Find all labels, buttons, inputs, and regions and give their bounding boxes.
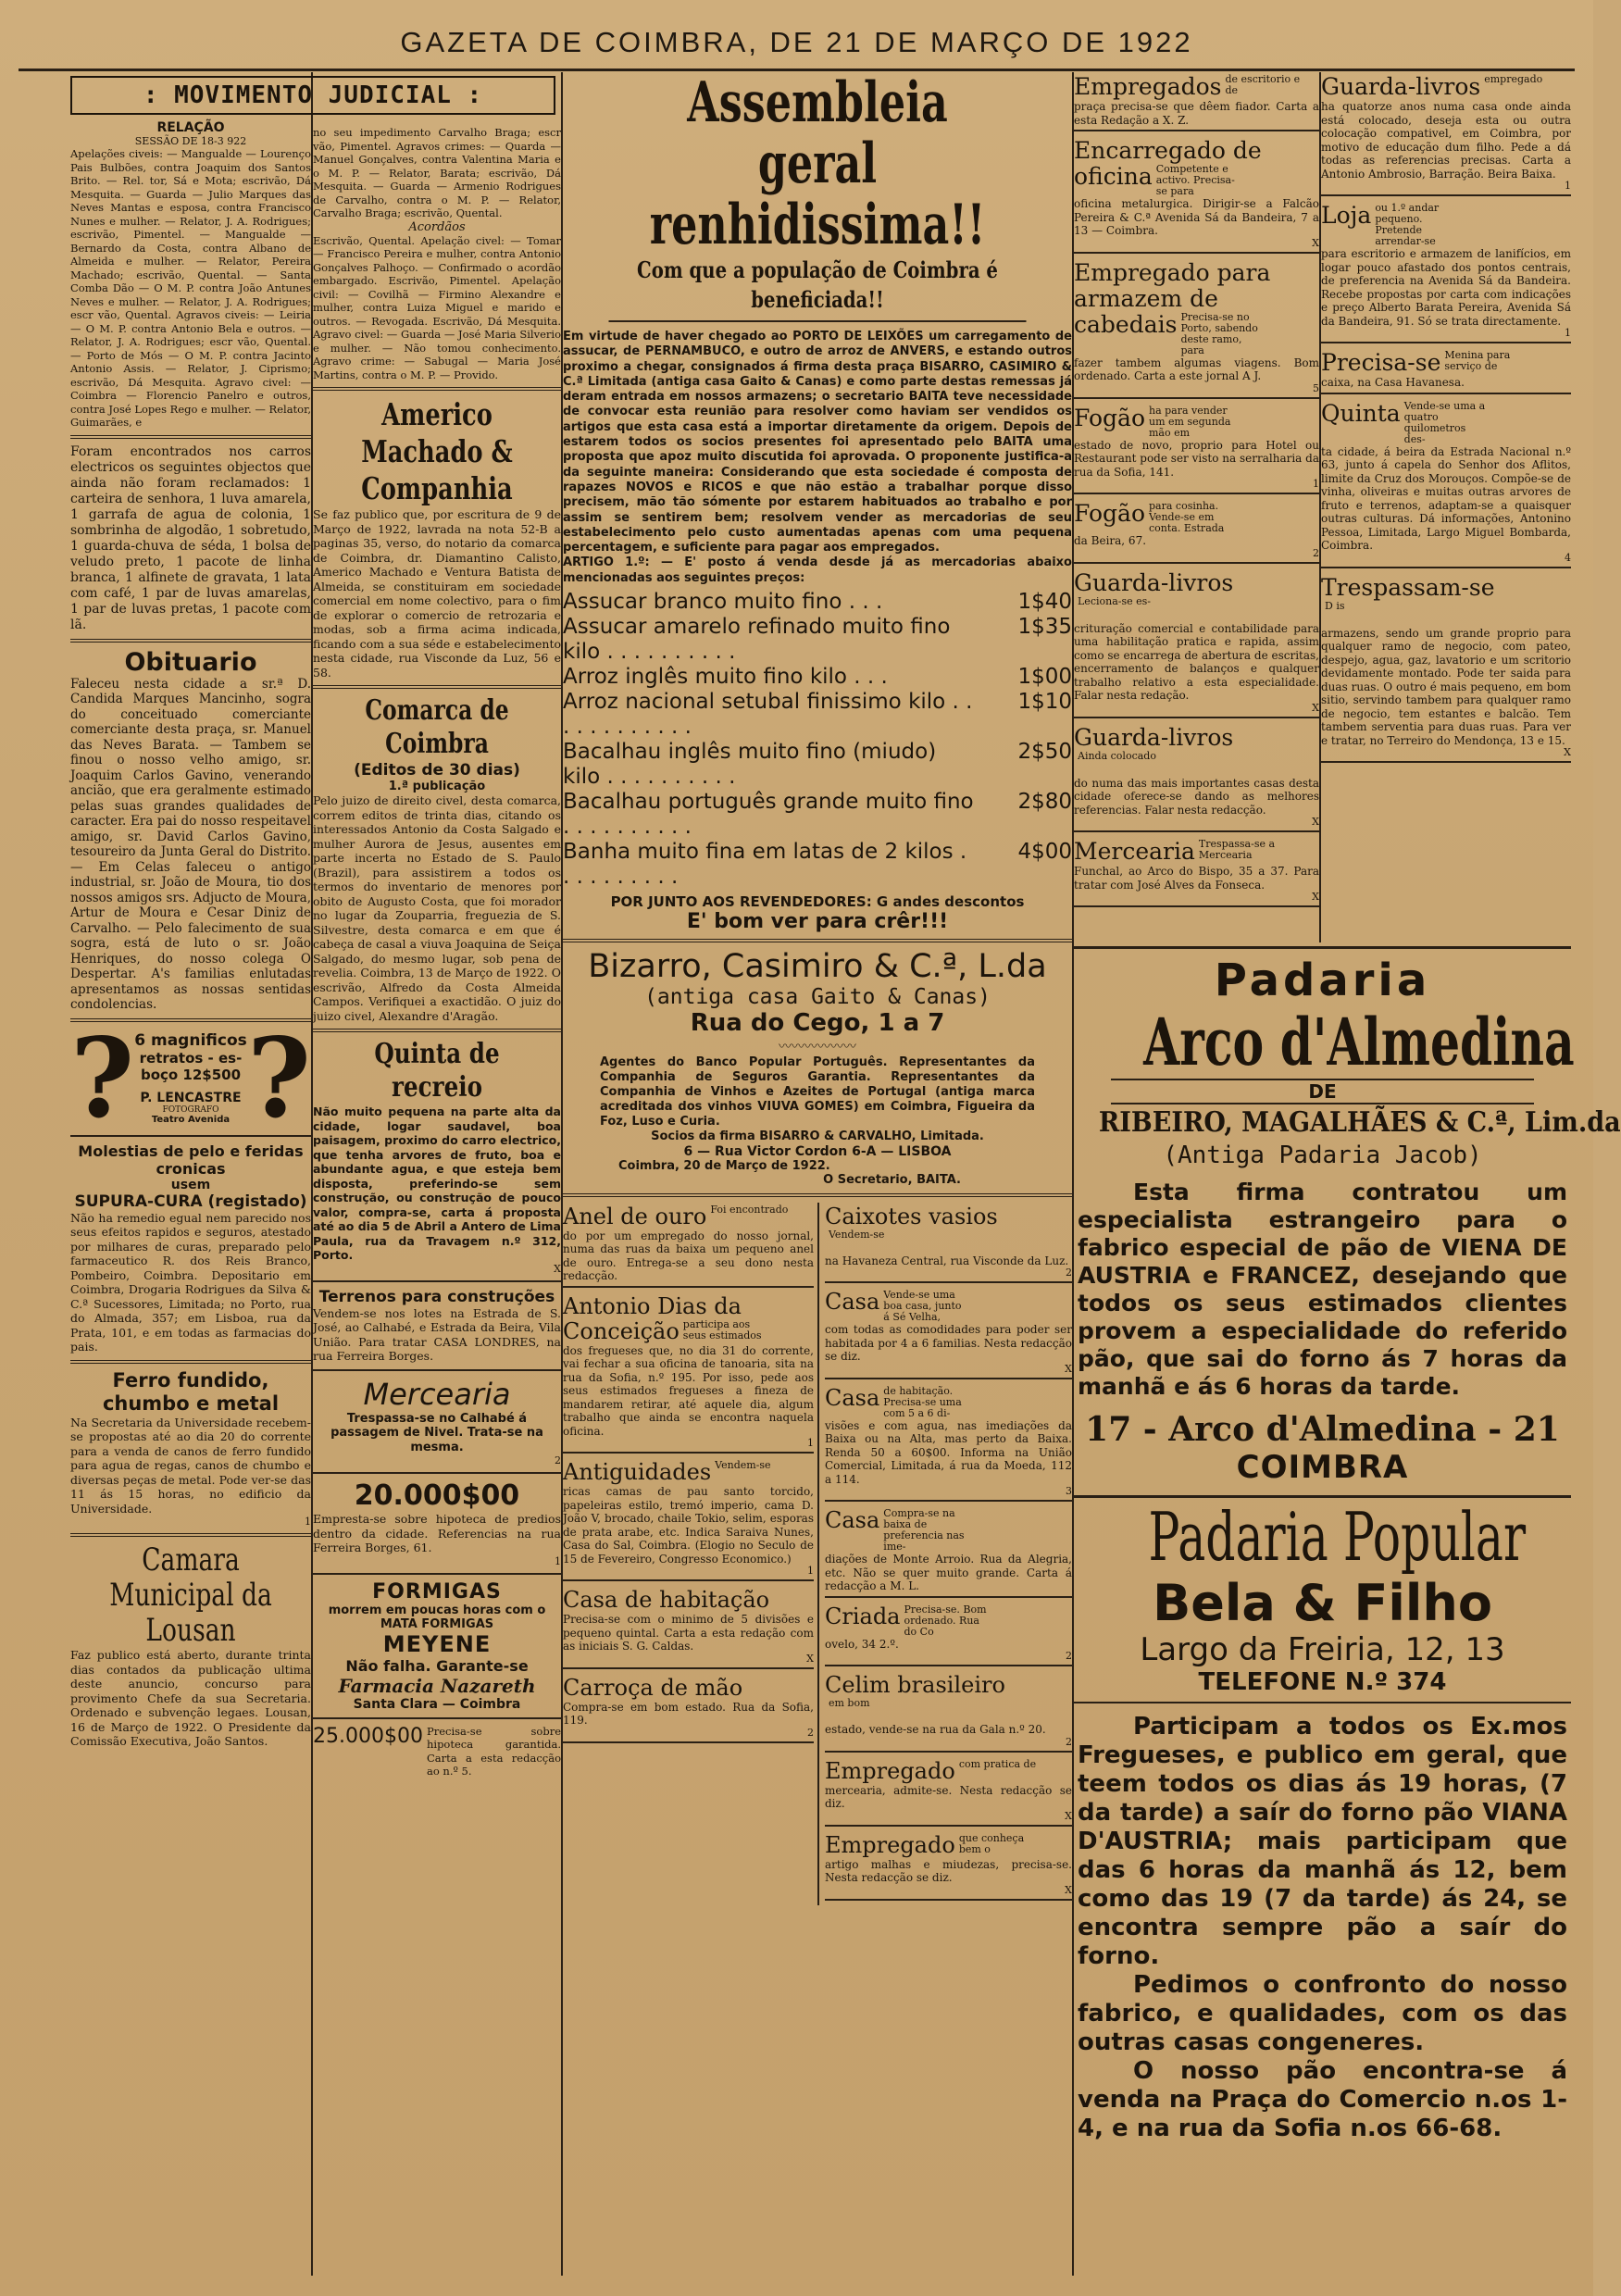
padaria-popular-name: Padaria Popular <box>1148 1498 1527 1576</box>
loan2-text: Precisa-se sobre hipoteca garantida. Carta a esta redacção ao n.º 5. <box>426 1724 561 1778</box>
firm-formerly: (antiga casa Gaito & Canas) <box>644 985 991 1010</box>
portraits-price: boço 12$500 <box>140 1066 242 1083</box>
loan-text: Empresta-se sobre hipoteca de predios dentro da cidade. Referencias na rua Ferreira Borges, 61. <box>313 1512 561 1554</box>
ad-mark: 2 <box>1066 1735 1072 1748</box>
classified-ad-aside: ou 1.º andar pequeno. Pretende arrendar-se <box>1375 202 1440 247</box>
padaria-popular-phone: TELEFONE N.º 374 <box>1074 1668 1571 1703</box>
ad-mark: 1 <box>807 1565 814 1578</box>
classified-ad-heading: Empregado <box>825 1831 955 1858</box>
ad-mark: X <box>1312 236 1319 249</box>
classified-ad <box>1321 573 1571 768</box>
ad-mark: X <box>806 1652 814 1665</box>
loan-title: 20.000$00 <box>354 1479 520 1512</box>
mercearia-text: Trespassa-se no Calhabé á passagem de Nivel. Trata-se na mesma. <box>330 1411 543 1454</box>
loan2-ad <box>313 1725 561 1778</box>
classified-ad-heading: Trespassam-se <box>1321 573 1495 601</box>
farmacia-address: Santa Clara — Coimbra <box>353 1696 521 1712</box>
classified-ad-text: oficina metalurgica. Dirigir-se a Falcão Pereira & C.ª Avenida Sá da Bandeira, 7 a 13 — Coimbra. <box>1074 197 1319 237</box>
slogan: E' bom ver para crêr!!! <box>686 910 949 934</box>
meyene-title: MEYENE <box>382 1630 492 1657</box>
classified-ad-heading: Carroça de mão <box>563 1674 743 1701</box>
classified-ad <box>1074 837 1319 912</box>
ad-mark: 3 <box>1066 1485 1072 1498</box>
classified-ad-aside: de habitação. Precisa-se uma com 5 a 6 di- <box>883 1384 962 1419</box>
ad-mark: 1 <box>1313 478 1319 490</box>
classified-ad-aside: em bom <box>829 1697 870 1710</box>
price-item: Banha muito fina em latas de 2 kilos . . . . . . . . . . <box>563 840 967 890</box>
price-row <box>563 840 1072 890</box>
classified-ad-heading: Criada <box>825 1603 901 1629</box>
ad-mark: 5 <box>1313 381 1319 394</box>
ad-mark: X <box>1312 891 1319 903</box>
ferro-title: Ferro fundido, chumbo e metal <box>102 1368 280 1415</box>
classified-ad-text: diações de Monte Arroio. Rua da Alegria, etc. Não se quer muito grande. Carta á redacção a M. L. <box>825 1553 1072 1593</box>
terrenos-title: Terrenos para construções <box>318 1287 555 1306</box>
classified-ad-aside: empregado <box>1484 73 1543 85</box>
classified-ad-text: praça precisa-se que dêem fiador. Carta a esta Redação a X. Z. <box>1074 100 1319 127</box>
classified-ad-heading: Celim brasileiro <box>825 1672 1005 1699</box>
classified-ad-heading: Casa <box>825 1507 880 1534</box>
classified-ad <box>1074 136 1319 258</box>
classified-ad-aside: Competente e activo. Precisa-se para <box>1155 163 1235 197</box>
price-value: 2$50 <box>1017 740 1072 765</box>
padaria-arco-name: Arco d'Almedina <box>1143 1004 1575 1080</box>
classified-ad <box>563 1586 814 1674</box>
ad-mark: X <box>1312 816 1319 828</box>
price-item: Bacalhau inglês muito fino (miudo) kilo . . . . . . . . . . <box>563 740 937 790</box>
firm-secretary: O Secretario, BAITA. <box>823 1173 961 1188</box>
price-value: 2$80 <box>1017 790 1072 815</box>
classified-ad-text: artigo malhas e miudezas, precisa-se. Nesta redacção se diz. <box>825 1857 1072 1885</box>
price-row <box>563 615 1072 665</box>
comarca-title: Comarca de Coimbra <box>365 694 509 760</box>
price-value: 1$10 <box>1017 690 1072 715</box>
classified-ad-aside: com pratica de <box>958 1757 1037 1770</box>
meyene-line: Não falha. Garante-se <box>345 1656 529 1675</box>
padaria-arco-city: COIMBRA <box>1236 1449 1409 1486</box>
classified-ad <box>825 1603 1072 1672</box>
classified-ad-heading: Empregado para armazem de cabedais <box>1074 258 1271 338</box>
classified-ad-text: mercearia, admite-se. Nesta redacção se diz. <box>825 1783 1072 1811</box>
classified-ad-heading: Casa <box>825 1289 880 1316</box>
americo-text: Se faz publico que, por escritura de 9 de Março de 1922, lavrada na nota 52-B a paginas 35, verso, do notario da comarca de Coimbra, dr. Diamantino Calisto, Americo Machado e Ventura Batista de Almeida, se constituiram em sociedade comercial em nome colectivo, para o fim de explorar o comercio de retrozaria e modas, sob a firma acima indicada, ficando com a sua séde e estabelecimento nesta cidade, rua Visconde da Luz, 56 e 58. <box>313 507 561 680</box>
padaria-arco-address: 17 - Arco d'Almedina - 21 <box>1085 1410 1560 1449</box>
classified-ad-text: ta cidade, á beira da Estrada Nacional n.º 63, junto á capela do Senhor dos Aflitos, limite da Cruz dos Morouços. Compõe-se de vinha, oliveiras e muitas outras arvores de fruto e terrenos, adaptam-se a quaisquer outras culturas. Dá informações, Antonino Pessoa, Limitada, Largo Miguel Bombarda, Coimbra. <box>1321 444 1571 552</box>
ad-mark: 1 <box>305 1516 311 1528</box>
masthead: GAZETA DE COIMBRA, DE 21 DE MARÇO DE 1922 <box>19 26 1575 71</box>
comarca-text: Pelo juizo de direito civel, desta comarca, correm editos de trinta dias, citando os interessados Antonio da Costa Salgado e mulher Aurora de Jesus, ausentes em parte incerta no Estado de S. Paulo (Brazil), para assistirem a todos os termos do inventario de menores por obito de Augusto Costa, que foi morador no lugar da Zouparria, freguezia de S. Silvestre, desta comarca e em que é cabeça de casal a viuva Joaquina de Seiça Salgado, do mesmo lugar, sob pena de revelia. Coimbra, 13 de Março de 1922. O escrivão, Alfredo da Costa Almeida Campos. Verifiquei a exactidão. O juiz do juizo civel, Alexandre d'Aragão. <box>313 793 561 1023</box>
padaria-formerly: (Antiga Padaria Jacob) <box>1163 1142 1482 1169</box>
ad-mark: X <box>1065 1362 1072 1375</box>
classified-ad <box>563 1674 814 1748</box>
portraits-line: 6 magnificos <box>134 1030 247 1050</box>
classifieds-left <box>563 1203 819 1905</box>
classified-ad-aside: que conheça bem o <box>958 1831 1025 1855</box>
price-list <box>563 590 1072 890</box>
price-item: Arroz inglês muito fino kilo . . . <box>563 665 888 690</box>
classifieds-block <box>563 1203 1072 1905</box>
price-value: 1$00 <box>1017 665 1072 690</box>
price-item: Assucar branco muito fino . . . <box>563 590 883 615</box>
classified-ad-aside: Vendem-se <box>829 1228 885 1241</box>
padaria-owner: RIBEIRO, MAGALHÃES & C.ª, Lim.da <box>1098 1106 1621 1139</box>
firm-agents: Agentes do Banco Popular Português. Representantes da Companhia de Seguros Garantia. Representantes da Companhia de Vinhos e Azeites de Portugal (antiga marca acreditada dos vinhos VIUVA GOMES) em Coimbra, Figueira da Foz, Luso e Curia. <box>600 1055 1035 1129</box>
ad-mark: 2 <box>555 1454 561 1466</box>
firm-date: Coimbra, 20 de Março de 1922. <box>618 1158 830 1173</box>
molestias-title: Molestias de pelo e feridas cronicas <box>78 1142 304 1178</box>
formigas-title: FORMIGAS <box>372 1579 502 1603</box>
camara-title: Camara Municipal da Lousan <box>109 1541 272 1649</box>
classified-ad-aside: de escritorio e de <box>1225 73 1301 96</box>
classified-ad <box>1074 404 1319 500</box>
classified-ad <box>1321 201 1571 348</box>
padaria-popular-text1: Participam a todos os Ex.mos Fregueses, e publico em geral, que teem todos os dias ás 19 horas, (7 da tarde) a saír do forno pão VIANA D'AUSTRIA; mais participam que das 6 horas da manhã ás 12, bem como das 19 (7 da tarde) ás 24, se encontra sempre pão a saír do forno. <box>1078 1713 1567 1970</box>
obituary-title: Obituario <box>124 647 257 677</box>
firm-socios: Socios da firma BISARRO & CARVALHO, Limitada. <box>651 1129 984 1144</box>
classified-ad <box>825 1288 1072 1384</box>
classified-ad-aside: Vende-se uma boa casa, junto á Sé Velha, <box>883 1289 962 1324</box>
photographer-name: P. LENCASTRE <box>140 1090 242 1105</box>
loan2-title: 25.000$00 <box>313 1724 423 1748</box>
price-row <box>563 590 1072 615</box>
classified-ad-aside: Vendem-se <box>715 1459 771 1472</box>
obituary-text: Faleceu nesta cidade a sr.ª D. Candida Marques Mancinho, sogra do conceituado comerciante comerciante desta praça, sr. Manuel das Neves Barata. — Tambem se finou o nosso velho amigo, sr. Joaquim Carlos Gavino, venerando ancião, que era geralmente estimado pelas suas grandes qualidades de caracter. Era pai do nosso respeitavel amigo, sr. David Carlos Gavino, tesoureiro da Junta Geral do Distrito. — Em Celas faleceu o antigo industrial, sr. João de Moura, tio dos nossos amigos srs. Adjucto de Moura, Artur de Moura e Cesar Diniz de Carvalho. — Pelo falecimento de sua sogra, está de luto o sr. João Henriques, do nosso colega O Despertar. A's familias enlutadas apresentamos as nossas sentidas condolencias. <box>70 676 311 1012</box>
classified-ad <box>825 1831 1072 1905</box>
classified-ad-text: crituração comercial e contabilidade para uma habilitação pratica e rapida, assim como se encarrega de abertura de escritas, encerramento de balanços e qualquer trabalho relativo a esta especialidade. Falar nesta redação. <box>1074 621 1319 702</box>
column-5 <box>1321 72 1571 935</box>
classified-ad <box>1074 723 1319 838</box>
editos-title: (Editos de 30 dias) <box>354 761 520 780</box>
padaria-popular-address: Largo da Freiria, 12, 13 <box>1140 1631 1505 1668</box>
question-mark-left: ? <box>70 1013 135 1142</box>
classifieds-right <box>825 1203 1072 1905</box>
ad-mark: 2 <box>1066 1267 1072 1279</box>
classified-ad-heading: Mercearia <box>1074 838 1195 865</box>
classified-ad-text: ovelo, 34 2.º. <box>825 1637 899 1651</box>
ad-mark: 1 <box>1565 327 1571 339</box>
classified-ad-text: Funchal, ao Arco do Bispo, 35 a 37. Para tratar com José Alves da Fonseca. <box>1074 865 1319 892</box>
padaria-word: Padaria <box>1214 955 1431 1006</box>
price-value: 4$00 <box>1017 840 1072 865</box>
classified-ad <box>1074 72 1319 136</box>
ad-mark: 2 <box>1313 546 1319 559</box>
classified-ad-aside: ha para vender um em segunda mão em <box>1149 404 1231 439</box>
photographer-sub: FOTOGRAFO <box>162 1104 219 1115</box>
bakery-ads <box>1074 946 1621 2278</box>
quinta-title: Quinta de recreio <box>374 1038 500 1104</box>
ferro-text: Na Secretaria da Universidade recebem-se propostas até ao dia 20 do corrente para a venda de canos de ferro fundido para agua de regas, canos de chumbo e diversas peças de metal. Pode ver-se das 11 ás 15 horas, no edificio da Universidade. <box>70 1415 311 1516</box>
judicial-continued: no seu impedimento Carvalho Braga; escr vão, Pimentel. Agravos crimes: — Quarda — Manuel Gonçalves, contra Valentina Maria e o M. P. — Relator, Barata; escrivão, Dá Mesquita. — Guarda — Armenio Rodrigues de Carvalho, contra o M. P. — Relator, Carvalho Braga; escrivão, Quental. <box>313 126 561 219</box>
assembly-article: ARTIGO 1.º: — E' posto á venda desde já as mercadorias abaixo mencionadas aos seguintes preços: <box>563 555 1072 585</box>
classified-ad <box>825 1203 1072 1289</box>
classified-ad-aside: Precisa-se no Porto, sabendo deste ramo, para <box>1180 310 1258 356</box>
classified-ad-aside: Vende-se uma a quatro quilometros des- <box>1403 399 1486 445</box>
classified-ad-text: armazens, sendo um grande proprio para qualquer ramo de negocio, com pateo, despejo, agua, gaz, lavatorio e um scritorio devidamente montado. Pode ter saida para duas ruas. O outro é mais pequeno, em bom sitio, servindo tambem para qualquer ramo de negocio, tem estantes e balcão. Tem tambem serventia para duas ruas. Para ver e tratar, no Terreiro do Mendonça, 13 e 15. <box>1321 626 1571 747</box>
molestias-usem: usem <box>170 1177 211 1192</box>
quinta-text: Não muito pequena na parte alta da cidade, logar saudavel, boa paisagem, proximo do carro electrico, que tenha arvores de fruto, boa e abundante agua, e que esteja bem disposta, preferindo-se sem construção, ou construção de pouco valor, compra-se, carta á proposta até ao dia 5 de Abril a Antero de Lima Paula, rua da Travagem n.º 312, Porto. <box>313 1104 561 1262</box>
classified-ad-heading: Fogão <box>1074 500 1145 527</box>
photographer-address: Teatro Avenida <box>151 1114 231 1125</box>
classified-ad-heading: Anel de ouro <box>563 1203 707 1229</box>
classified-ad-text: caixa, na Casa Havanesa. <box>1321 376 1465 389</box>
classified-ad-text: na Havaneza Central, rua Visconde da Luz. <box>825 1254 1069 1267</box>
terrenos-text: Vendem-se nos lotes na Estrada de S. José, ao Calhabé, e Estrada da Beira, Vila União. Para tratar CASA LONDRES, na rua Ferreira Borges. <box>313 1305 561 1363</box>
found-objects-text: Foram encontrados nos carros electricos os seguintes objectos que ainda não foram reclamados: 1 carteira de senhora, 1 luva amarela, 1 garrafa de agua de colonia, 1 sombrinha de algodão, 1 sobretudo, 1 guarda-chuva de séda, 1 bolsa de veludo preto, 1 pacote de linha branca, 1 alfinete de gravata, 1 lata com café, 1 par de luvas amarelas, 1 par de luvas pretas, 1 pacote com lã. <box>70 443 311 632</box>
padaria-de: DE <box>1111 1079 1534 1104</box>
price-item: Assucar amarelo refinado muito fino kilo . . . . . . . . . . <box>563 615 951 665</box>
classified-ad <box>1321 72 1571 201</box>
classified-ad-text: Compra-se em bom estado. Rua da Sofia, 119. <box>563 1700 814 1728</box>
classified-ad-heading: Caixotes vasios <box>825 1203 998 1229</box>
ad-mark: 4 <box>1565 551 1571 564</box>
ad-mark: 2 <box>1066 1650 1072 1663</box>
classified-ad-text: do numa das mais importantes casas desta cidade oferece-se dando as melhores referencias. Falar nesta redacção. <box>1074 776 1319 817</box>
classified-ad <box>563 1203 814 1292</box>
session-date: SESSÃO DE 18-3 922 <box>134 135 247 147</box>
formigas-line: morrem em poucas horas com o MATA FORMIGAS <box>328 1603 546 1631</box>
classified-ad-text: fazer tambem algumas viagens. Bom ordenado. Carta a este jornal A J. <box>1074 356 1319 382</box>
supura-text: Não ha remedio egual nem parecido nos seus efeitos rapidos e seguros, atestado por milhares de curas, preparado pelo farmaceutico R. dos Reis Branco, Pombeiro, Coimbra. Depositario em Coimbra, Drogaria Rodrigues da Silva & C.ª Sucessores, Limitada; no Porto, rua do Almada, 357; em Lisboa, rua da Prata, 101, e em todas as farmacias do pais. <box>70 1210 311 1354</box>
classified-ad <box>563 1292 814 1459</box>
price-item: Bacalhau português grande muito fino . . . . . . . . . . <box>563 790 974 840</box>
classified-ad-heading: Empregado <box>825 1757 955 1784</box>
classified-ad-heading: Casa <box>825 1384 880 1411</box>
classified-ad-heading: Guarda-livros <box>1074 568 1234 596</box>
classified-ad <box>1074 499 1319 568</box>
classified-ad-text: da Beira, 67. <box>1074 534 1147 547</box>
classified-ad-heading: Empregados <box>1074 73 1222 100</box>
firm-address: Rua do Cego, 1 a 7 <box>690 1009 945 1038</box>
classified-ad <box>825 1384 1072 1507</box>
lisbon-address: 6 — Rua Victor Cordon 6-A — LISBOA <box>683 1143 952 1159</box>
ad-mark: 1 <box>807 1437 814 1450</box>
classified-ad <box>825 1757 1072 1831</box>
firm-name: Bizarro, Casimiro & C.ª, L.da <box>588 948 1047 986</box>
classified-ad-aside: Menina para serviço de <box>1444 349 1511 372</box>
classified-ad-text: estado de novo, proprio para Hotel ou Restaurant pode ser visto na serralharia da rua da Sofia, 141. <box>1074 438 1319 479</box>
ad-mark: 1 <box>1565 180 1571 192</box>
classified-ad-heading: Antiguidades <box>563 1459 712 1486</box>
classified-ad-text: ricas camas de pau santo torcido, papeleiras estilo, tremó imperio, cama D. João V, brocado, chaile Tokio, selim, esporas de prata arabe, etc. Indica Saraiva Nunes, Casa do Sal, Coimbra. (Elogio no Seculo de 15 de Fevereiro, Congresso Economico.) <box>563 1485 814 1566</box>
price-row <box>563 740 1072 790</box>
price-value: 1$40 <box>1017 590 1072 615</box>
classified-ad-heading: Guarda-livros <box>1074 723 1234 751</box>
ad-mark: X <box>1564 746 1571 758</box>
classified-ad-aside: Trespassa-se a Mercearia <box>1198 838 1276 861</box>
classified-ad-text: Precisa-se com o minimo de 5 divisões e pequeno quintal. Carta a esta redação com as iniciais S. G. Caldas. <box>563 1613 814 1653</box>
classified-ad <box>1074 258 1319 404</box>
padaria-popular-owner: Bela & Filho <box>1153 1574 1492 1632</box>
price-row <box>563 665 1072 690</box>
headline-line1: Assembleia geral <box>687 70 948 196</box>
price-row <box>563 790 1072 840</box>
classified-ad-text: ha quatorze anos numa casa onde ainda está colocado, deseja esta ou outra colocação compativel, em Coimbra, por motivo de educação dum filho. Pede a dá todas as referencias precisas. Carta a Antonio Ambrosio, Barração. Beira Baixa. <box>1321 100 1571 181</box>
ad-mark: 1 <box>555 1554 561 1567</box>
padaria-arco-text: Esta firma contratou um especialista estrangeiro para o fabrico especial de pão de VIENA DE AUSTRIA e FRANCEZ, desejando que todos os seus estimados clientes provem a especialidade do referido pão, que sai do forno ás 7 horas da manhã e ás 6 horas da tarde. <box>1078 1179 1567 1400</box>
padaria-popular-text3: O nosso pão encontra-se á venda na Praça do Comercio n.os 1-4, e na rua da Sofia n.os 66-68. <box>1078 2057 1567 2142</box>
assembly-lead: Em virtude de haver chegado ao PORTO DE LEIXÕES um carregamento de assucar, de PERNAMBUCO, e outro de arroz de ANVERS, e estando outros proximo a chegar, consignados á firma desta praça BISARRO, CASIMIRO & C.ª Limitada (antiga casa Gaito & Canas) e como parte destas remessas já deram entrada em nossos armazens; o secretario BAITA teve necessidade de convocar esta reunião para resolver como haviam ser vendidos os artigos que esta casa está a importar diretamente da origem. Depois de estarem todos os socios presentes foi apresentado pelo BAITA uma proposta que apoz muito discutida foi aprovada. O proponente justifica-a da seguinte maneira: Considerando que esta sociedade é composta de rapazes NOVOS e RICOS e que não estão a trabalhar porque disso precisem, mão tão sómente por estarem habituados ao trabalho e por assim se sentirem bem; resolvem vender as mercadorias de seu estabelecimento pelo custo aumentadas apenas com uma pequena percentagem, e suficiente para pagar aos empregados. <box>563 330 1072 555</box>
classified-ad-text: visões e com agua, nas imediações da Baixa ou na Alta, mas perto da Baixa. Renda 50 a 60$00. Informa na União Comercial, Limitada, á rua da Moeda, 112 a 114. <box>825 1418 1072 1486</box>
column-4 <box>1074 72 1319 935</box>
classified-ad <box>1321 348 1571 399</box>
classified-ad-text: estado, vende-se na rua da Gala n.º 20. <box>825 1723 1046 1737</box>
price-row <box>563 690 1072 740</box>
classified-ad-text: do por um empregado do nosso jornal, numa das ruas da baixa um pequeno anel de ouro. Entrega-se a seu dono nesta redacção. <box>563 1229 814 1283</box>
classified-ad-aside: participa aos seus estimados <box>682 1317 762 1341</box>
ad-mark: 2 <box>807 1726 814 1739</box>
column-3: Assembleia geral renhidissima!! Com que a população de Coimbra é beneficiada!! Em virtude de haver chegado ao PORTO DE LEIXÕES um carregamento de assucar, de PERNAMBUCO, e outro de arroz de ANVERS, e estando outros proximo a chegar, consignados á firma desta praça BISARRO, CASIMIRO & C.ª Limitada (antiga casa Gaito & Canas) e como parte destas remessas já deram entrada em nossos armazens; o secretario BAITA teve necessidade de convocar esta reunião para resolver como haviam ser vendidos os artigos que esta casa está a importar diretamente da origem. Depois de estarem todos os socios presentes foi apresentado pelo BAITA uma proposta que apoz muito discutida foi aprovada. O proponente justifica-a da seguinte maneira: Considerando que esta sociedade é composta de rapazes NOVOS e RICOS e que não estão a trabalhar porque disso precisem, mão tão sómente por estarem habituados ao trabalho e por assim se sentirem bem; resolvem vender as mercadorias de seu estabelecimento pelo custo aumentadas apenas com uma pequena percentagem, e suficiente para pagar aos empregados. ARTIGO 1.º: — E' posto á venda desde já as mercadorias abaixo mencionadas aos seguintes preços: Assucar branco muito fino . . . 1$40 Assucar amarelo refinado muito fino kilo . . . . . . . . . . 1$35 Arroz inglês muito fino kilo . . . 1$00 Arroz nacional setubal finissimo kilo . . . . . . . . . . . . 1$10 Bacalhau inglês muito fino (miudo) kilo . . . . . . . . . . 2$50 Bacalhau português grande muito fino . . . . . . . . . . 2$80 Banha muito fina em latas de 2 kilos . . . . . . . . . . 4$00 POR JUNTO AOS REVENDEDORES: G andes descontos E' bom ver para crêr!!! Bizarro, Casimiro & C.ª, L.da (antiga casa Gaito & Canas) Rua do Cego, 1 a 7 〰〰〰〰〰〰 Agentes do Banco Popular Português. Representantes da Companhia de Seguros Garantia. Representantes da Companhia de Vinhos e Azeites de Portugal (antiga marca acreditada dos vinhos VIUVA GOMES) em Coimbra, Figueira da Foz, Luso e Curia. Socios da firma BISARRO & CARVALHO, Limitada. 6 — Rua Victor Cordon 6-A — LISBOA Coimbra, 20 de Março de 1922. O Secretario, BAITA. Anel de ouro Foi encontrado do por um empregado do nosso jornal, numa das ruas da baixa um pequeno anel de ouro. Entrega-se a seu dono nesta redacção. Antonio Dias da Conceição participa aos seus estimados dos fregueses que, no dia 31 do corrente, vai fechar a sua oficina de tanoaria, sita na rua da Sofia, n.º 195. Por isso, pede aos seus estimados fregueses a fineza de mandarem retirar, até aquele dia, algum trabalho que ainda se encontra naquela oficina. 1 Antiguidades Vendem-se ricas camas de pau santo torcido, papeleiras estilo, tremó imperio, cama D. João V, brocado, chaile Tokio, selim, esporas de prata arabe, etc. Indica Saraiva Nunes, Casa do Sal, Coimbra. (Elogio no Seculo de 15 de Fevereiro, Congresso Economico.) 1 Casa de habitação Precisa-se com o minimo de 5 divisões e pequeno quintal. Carta a esta redação com as iniciais S. G. Caldas. X Carroça de mão Compra-se em bom estado. Rua da Sofia, 119. 2 Caixotes vasiosVendem-se na Havaneza Central, rua Visconde da Luz. 2 Casa Vende-se uma boa casa, junto á Sé Velha, com todas as comodidades para poder ser habitada por 4 a 6 familias. Nesta redacção se diz. X Casa de habitação. Precisa-se uma com 5 a 6 di- visões e com agua, nas imediações da Baixa ou na Alta, mas perto da Baixa. Renda 50 a 60$00. Informa na União Comercial, Limitada, á rua da Moeda, 112 a 114. 3 Casa Compra-se na baixa de preferencia nas ime- diações de Monte Arroio. Rua da Alegria, etc. Não se quer muito grande. Carta á redacção a M. L. Criada Precisa-se. Bom ordenado. Rua do Co ovelo, 34 2.º. 2 Celim brasileiroem bom estado, vende-se na rua da Gala n.º 20. 2 Empregado com pratica de mercearia, admite-se. Nesta redacção se diz. X Empregado que conheça bem o artigo malhas e miudezas, precisa-se. Nesta redacção se diz. X <box>563 72 1072 2276</box>
judicial-section-title: : MOVIMENTO JUDICIAL : <box>70 76 555 115</box>
classified-ad-aside: para cosinha. Vende-se em conta. Estrada <box>1149 500 1225 534</box>
farmacia-name: Farmacia Nazareth <box>338 1674 536 1697</box>
question-mark-right: ? <box>246 1013 311 1142</box>
classified-ad <box>563 1458 814 1586</box>
headline-line2: renhidissima!! <box>649 193 986 257</box>
ad-mark: X <box>1312 701 1319 714</box>
americo-title: Americo Machado & Companhia <box>361 396 513 506</box>
classified-ad-aside: Foi encontrado <box>710 1203 789 1216</box>
classified-ad <box>825 1671 1072 1757</box>
ad-mark: X <box>1065 1883 1072 1896</box>
classified-ad-heading: Antonio Dias da Conceição <box>563 1292 742 1344</box>
classified-ad-heading: Precisa-se <box>1321 349 1441 376</box>
supura-cura-title: SUPURA-CURA (registado) <box>74 1192 307 1211</box>
ad-mark: X <box>554 1262 561 1275</box>
classified-ad-heading: Fogão <box>1074 404 1145 431</box>
price-value: 1$35 <box>1017 615 1072 640</box>
camara-text: Faz publico está aberto, durante trinta dias contados da publicação ultima deste anuncio, concurso para provimento Chefe da sua Secretaria. Ordenado e subvenção legaes. Lousan, 16 de Março de 1922. O Presidente da Comissão Executiva, João Santos. <box>70 1648 311 1748</box>
headline-subtitle: Com que a população de Coimbra é beneficiada!! <box>609 256 1027 322</box>
classified-ad-aside: Compra-se na baixa de preferencia nas ime- <box>883 1507 965 1554</box>
padaria-popular-text2: Pedimos o confronto do nosso fabrico, e qualidades, com os das outras casas congeneres. <box>1078 1971 1567 2056</box>
mercearia-title: Mercearia <box>363 1376 511 1412</box>
classified-ad-text: dos fregueses que, no dia 31 do corrente, vai fechar a sua oficina de tanoaria, sita na rua da Sofia, n.º 195. Por isso, pede aos seus estimados fregueses a fineza de mandarem retirar, até aquele dia, algum trabalho que ainda se encontra naquela oficina. <box>563 1343 814 1438</box>
wholesale-line: POR JUNTO AOS REVENDEDORES: G andes descontos <box>610 893 1025 911</box>
classified-ad-aside: D is <box>1325 599 1345 612</box>
classified-ad-heading: Loja <box>1321 202 1372 229</box>
acordaos-text: Escrivão, Quental. Apelação civel: — Tomar — Francisco Pereira e mulher, contra Antonio Gonçalves Palhoço. — Confirmado o acordão embargado. Escrivão, Pimentel. Apelação civil: — Covilhã — Firmino Alexandre e mulher, contra Luiza Miguel e marido e outros. — Revogada. Escrivão, Dá Mesquita. Agravo civel: — Guarda — José Maria Silverio e mulher. — Não tomou conhecimento. Agravo crime: — Sabugal — Maria José Martins, contra o M. P. — Provido. <box>313 233 561 381</box>
relacao-text: Apelações civeis: — Mangualde — Lourenço Pais Bulbões, contra Joaquim dos Santos Brito. — Rel. tor, Sá e Mota; escrivão, Dá Mesquita. — Guarda — Julio Marques das Neves Mantas e esposa, contra Francisco Nunes e mulher. — Relator, J. A. Rodrigues; escrivão, Pimentel. — Mangualde — Bernardo da Costa, contra Albano de Almeida e mulher. — Relator, Pereira Machado; escrivão, Quental. — Santa Comba Dão — O M. P. contra João Antunes Neves e mulher. — Relator, J. A. Rodrigues; escr vão, Quental. Agravos civeis: — Leiria — O M. P. contra Antonio Bela e outros. — Relator, J. A. Rodrigues; escr vão, Quental. — Porto de Mós — O M. P. contra Jacinto Antonio Assis. — Relator, J. Ciprismo; escrivão, Dá Mesquita. Agravo civel: — Coimbra — Florencio Panelro e outros, contra José Lopes Rego e mulher. — Relator, Guimarães, e <box>70 147 311 429</box>
price-item: Arroz nacional setubal finissimo kilo . . . . . . . . . . . . <box>563 690 973 740</box>
portraits-line: retratos - es- <box>139 1049 243 1067</box>
classified-ad-text: para escritorio e armazem de lanifícios, em logar pouco afastado dos pontos centrais, de preferencia na Avenida Sá da Bandeira. Recebe propostas por carta com indicações e preço Alberto Barata Pereira, Avenida Sá da Bandeira, 91. Só se trata directamente. <box>1321 247 1571 328</box>
relacao-title: RELAÇÃO <box>156 120 225 135</box>
classified-ad <box>1074 568 1319 723</box>
classified-ad <box>1321 399 1571 573</box>
portraits-ad <box>70 1013 311 1142</box>
classified-ad-text: com todas as comodidades para poder ser habitada por 4 a 6 familias. Nesta redacção se diz. <box>825 1323 1072 1364</box>
classified-ad-heading: Quinta <box>1321 399 1401 427</box>
classified-ad-heading: Guarda-livros <box>1321 73 1481 100</box>
publication-number: 1.ª publicação <box>388 780 486 793</box>
acordaos-title: Acordãos <box>408 219 466 234</box>
classified-ad-aside: Precisa-se. Bom ordenado. Rua do Co <box>904 1603 987 1638</box>
column-2 <box>313 72 561 2276</box>
classified-ad-aside: Leciona-se es- <box>1078 594 1151 607</box>
classified-ad-heading: Encarregado de oficina <box>1074 137 1262 190</box>
classified-ad-aside: Ainda colocado <box>1078 749 1156 762</box>
ad-mark: X <box>1065 1809 1072 1822</box>
classified-ad <box>825 1506 1072 1603</box>
classified-ad-heading: Casa de habitação <box>563 1587 770 1614</box>
